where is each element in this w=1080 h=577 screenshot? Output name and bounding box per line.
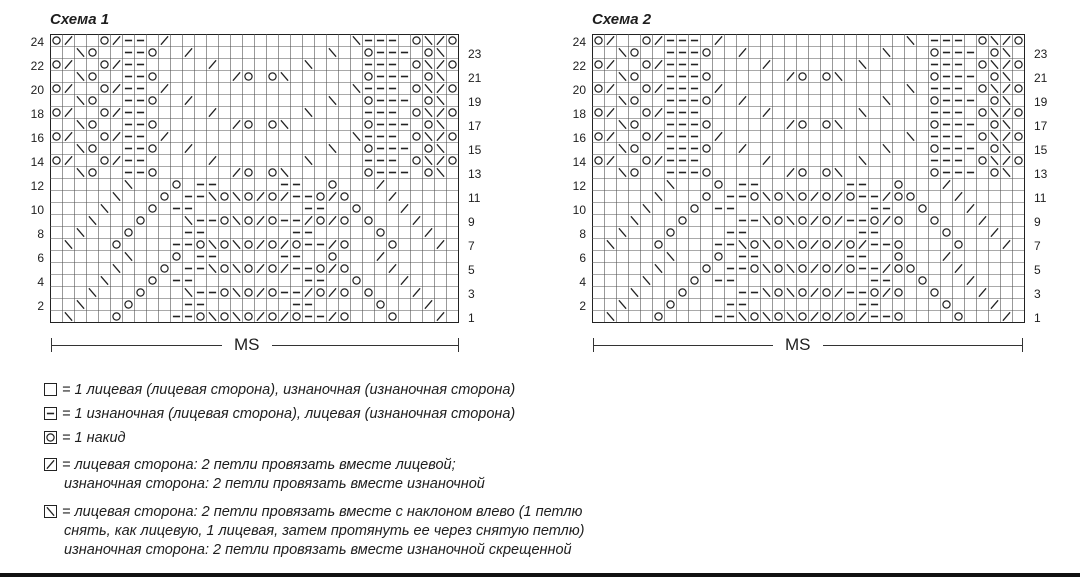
row-number-right: 23 [468,47,482,61]
row-number-left: 12 [572,179,586,193]
k2tog-icon [44,458,58,472]
row-number-left: 16 [572,131,586,145]
row-number-left: 8 [579,227,586,241]
legend-text: = 1 изнаночная (лицевая сторона), лицевая (изнаночная сторона) [62,406,516,422]
ms-label: MS [773,335,823,355]
row-number-right: 1 [1034,311,1041,325]
row-number-left: 10 [572,203,586,217]
blank-icon [44,383,58,397]
row-number-right: 13 [468,167,482,181]
knitting-chart-2 [592,34,1025,323]
row-number-right: 5 [1034,263,1041,277]
ms-bracket-right [458,338,459,352]
knitting-chart-1 [50,34,459,323]
row-number-left: 24 [30,35,44,49]
row-number-right: 7 [1034,239,1041,253]
row-number-left: 18 [30,107,44,121]
row-number-left: 14 [572,155,586,169]
legend-text: = 1 накид [62,430,126,446]
row-number-right: 15 [1034,143,1048,157]
row-number-right: 11 [468,191,481,205]
row-number-right: 3 [468,287,475,301]
row-number-right: 17 [468,119,482,133]
row-number-left: 2 [37,299,44,313]
row-number-left: 20 [30,83,44,97]
legend-text: = лицевая сторона: 2 петли провязать вместе с наклоном влево (1 петлю [62,504,583,520]
row-number-left: 4 [579,275,586,289]
row-number-right: 15 [468,143,482,157]
ms-bracket-right [1022,338,1023,352]
row-number-right: 9 [468,215,475,229]
row-number-left: 6 [579,251,586,265]
yarn-over-icon [44,431,58,445]
row-number-right: 17 [1034,119,1048,133]
ms-label: MS [222,335,272,355]
legend-text: изнаночная сторона: 2 петли провязать вместе изнаночной [64,476,485,492]
row-number-left: 22 [572,59,586,73]
row-number-right: 5 [468,263,475,277]
row-number-right: 11 [1034,191,1047,205]
row-number-left: 2 [579,299,586,313]
row-number-right: 1 [468,311,475,325]
scheme-title: Схема 1 [50,11,110,28]
row-number-right: 19 [1034,95,1048,109]
legend-text: = лицевая сторона: 2 петли провязать вместе лицевой; [62,457,456,473]
row-number-right: 21 [1034,71,1048,85]
row-number-right: 19 [468,95,482,109]
purl-icon [44,407,58,421]
row-number-left: 18 [572,107,586,121]
row-number-left: 4 [37,275,44,289]
row-number-left: 14 [30,155,44,169]
row-number-left: 20 [572,83,586,97]
ssk-icon [44,505,58,519]
row-number-right: 23 [1034,47,1048,61]
legend-text: изнаночная сторона: 2 петли провязать вместе изнаночной скрещенной [64,542,572,558]
bottom-rule [0,573,1080,577]
row-number-right: 9 [1034,215,1041,229]
row-number-left: 12 [30,179,44,193]
scheme-title: Схема 2 [592,11,652,28]
legend-text: = 1 лицевая (лицевая сторона), изнаночная (изнаночная сторона) [62,382,516,398]
row-number-left: 6 [37,251,44,265]
row-number-right: 21 [468,71,482,85]
row-number-right: 7 [468,239,475,253]
row-number-left: 22 [30,59,44,73]
row-number-left: 16 [30,131,44,145]
row-number-left: 8 [37,227,44,241]
row-number-right: 13 [1034,167,1048,181]
row-number-left: 10 [30,203,44,217]
row-number-right: 3 [1034,287,1041,301]
row-number-left: 24 [572,35,586,49]
legend-text: снять, как лицевую, 1 лицевая, затем протянуть ее через снятую петлю) [64,523,585,539]
